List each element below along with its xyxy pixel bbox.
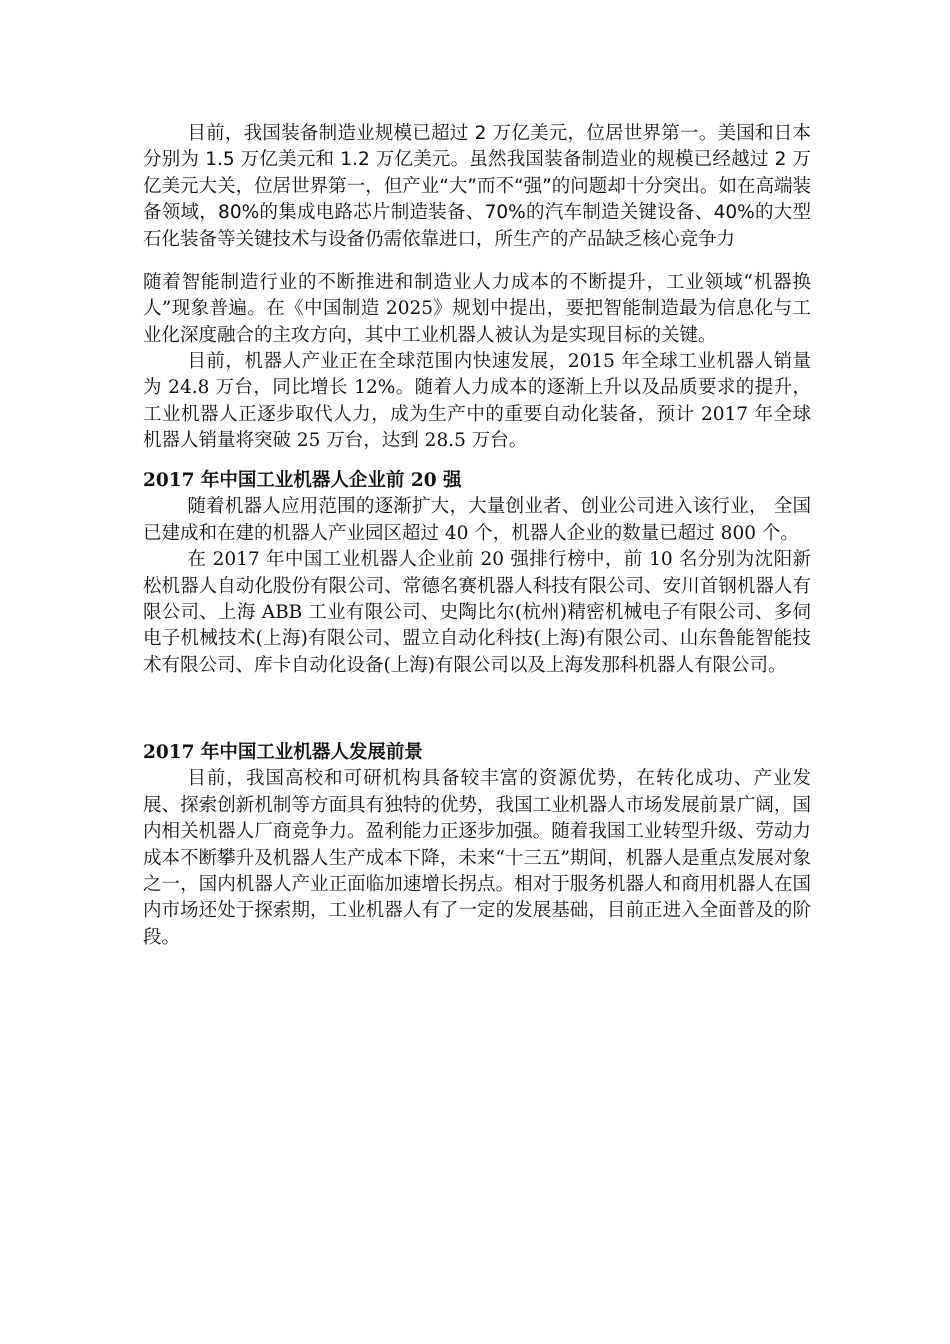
paragraph-equipment-manufacturing: 目前，我国装备制造业规模已超过 2 万亿美元，位居世界第一。美国和日本分别为 1.5 万亿美元和 1.2 万亿美元。虽然我国装备制造业的规模已经越过 2 万亿美元大关，位居世界第一，但产业“大”而不“强”的问题却十分突出。如在高端装备领域，80%的集成电路芯片制造装备、70%的汽车制造关键设备、40%的大型石化装备等关键技术与设备仍需依靠进口，所生产的产品缺乏核心竞争力 [143, 123, 811, 250]
paragraph-robot-industry-parks: 随着机器人应用范围的逐渐扩大，大量创业者、创业公司进入该行业， 全国已建成和在建的机器人产业园区超过 40 个，机器人企业的数量已超过 800 个。 [143, 496, 811, 544]
paragraph-global-robot-sales: 目前，机器人产业正在全球范围内快速发展，2015 年全球工业机器人销量为 24.8 万台，同比增长 12%。随着人力成本的逐渐上升以及品质要求的提升，工业机器人正逐步取代人力，成为生产中的重要自动化装备，预计 2017 年全球机器人销量将突破 25 万台，达到 28.5 万台。 [143, 351, 811, 452]
section-outlook [143, 740, 811, 951]
paragraph-development-outlook: 目前，我国高校和可研机构具备较丰富的资源优势，在转化成功、产业发展、探索创新机制等方面具有独特的优势，我国工业机器人市场发展前景广阔，国内相关机器人厂商竞争力。盈利能力正逐步加强。随着我国工业转型升级、劳动力成本不断攀升及机器人生产成本下降，未来“十三五”期间，机器人是重点发展对象之一，国内机器人产业正面临加速增长拐点。相对于服务机器人和商用机器人在国内市场还处于探索期，工业机器人有了一定的发展基础，目前正进入全面普及的阶段。 [143, 768, 811, 948]
paragraph-top10-companies: 在 2017 年中国工业机器人企业前 20 强排行榜中，前 10 名分别为沈阳新松机器人自动化股份有限公司、常德名赛机器人科技有限公司、安川首钢机器人有限公司、上海 ABB 工业有限公司、史陶比尔(杭州)精密机械电子有限公司、多伺电子机械技术(上海)有限公司、盟立自动化科技(上海)有限公司、山东鲁能智能技术有限公司、库卡自动化设备(上海)有限公司以及上海发那科机器人有限公司。 [143, 549, 811, 676]
section-outlook-heading: 2017 年中国工业机器人发展前景 [143, 742, 423, 763]
section-top20-heading: 2017 年中国工业机器人企业前 20 强 [143, 470, 462, 491]
paragraph-machine-replacing-human: 随着智能制造行业的不断推进和制造业人力成本的不断提升，工业领域“机器换人”现象普遍。在《中国制造 2025》规划中提出，要把智能制造最为信息化与工业化深度融合的主攻方向，其中工业机器人被认为是实现目标的关键。 [143, 272, 811, 346]
section-top20 [143, 468, 811, 679]
